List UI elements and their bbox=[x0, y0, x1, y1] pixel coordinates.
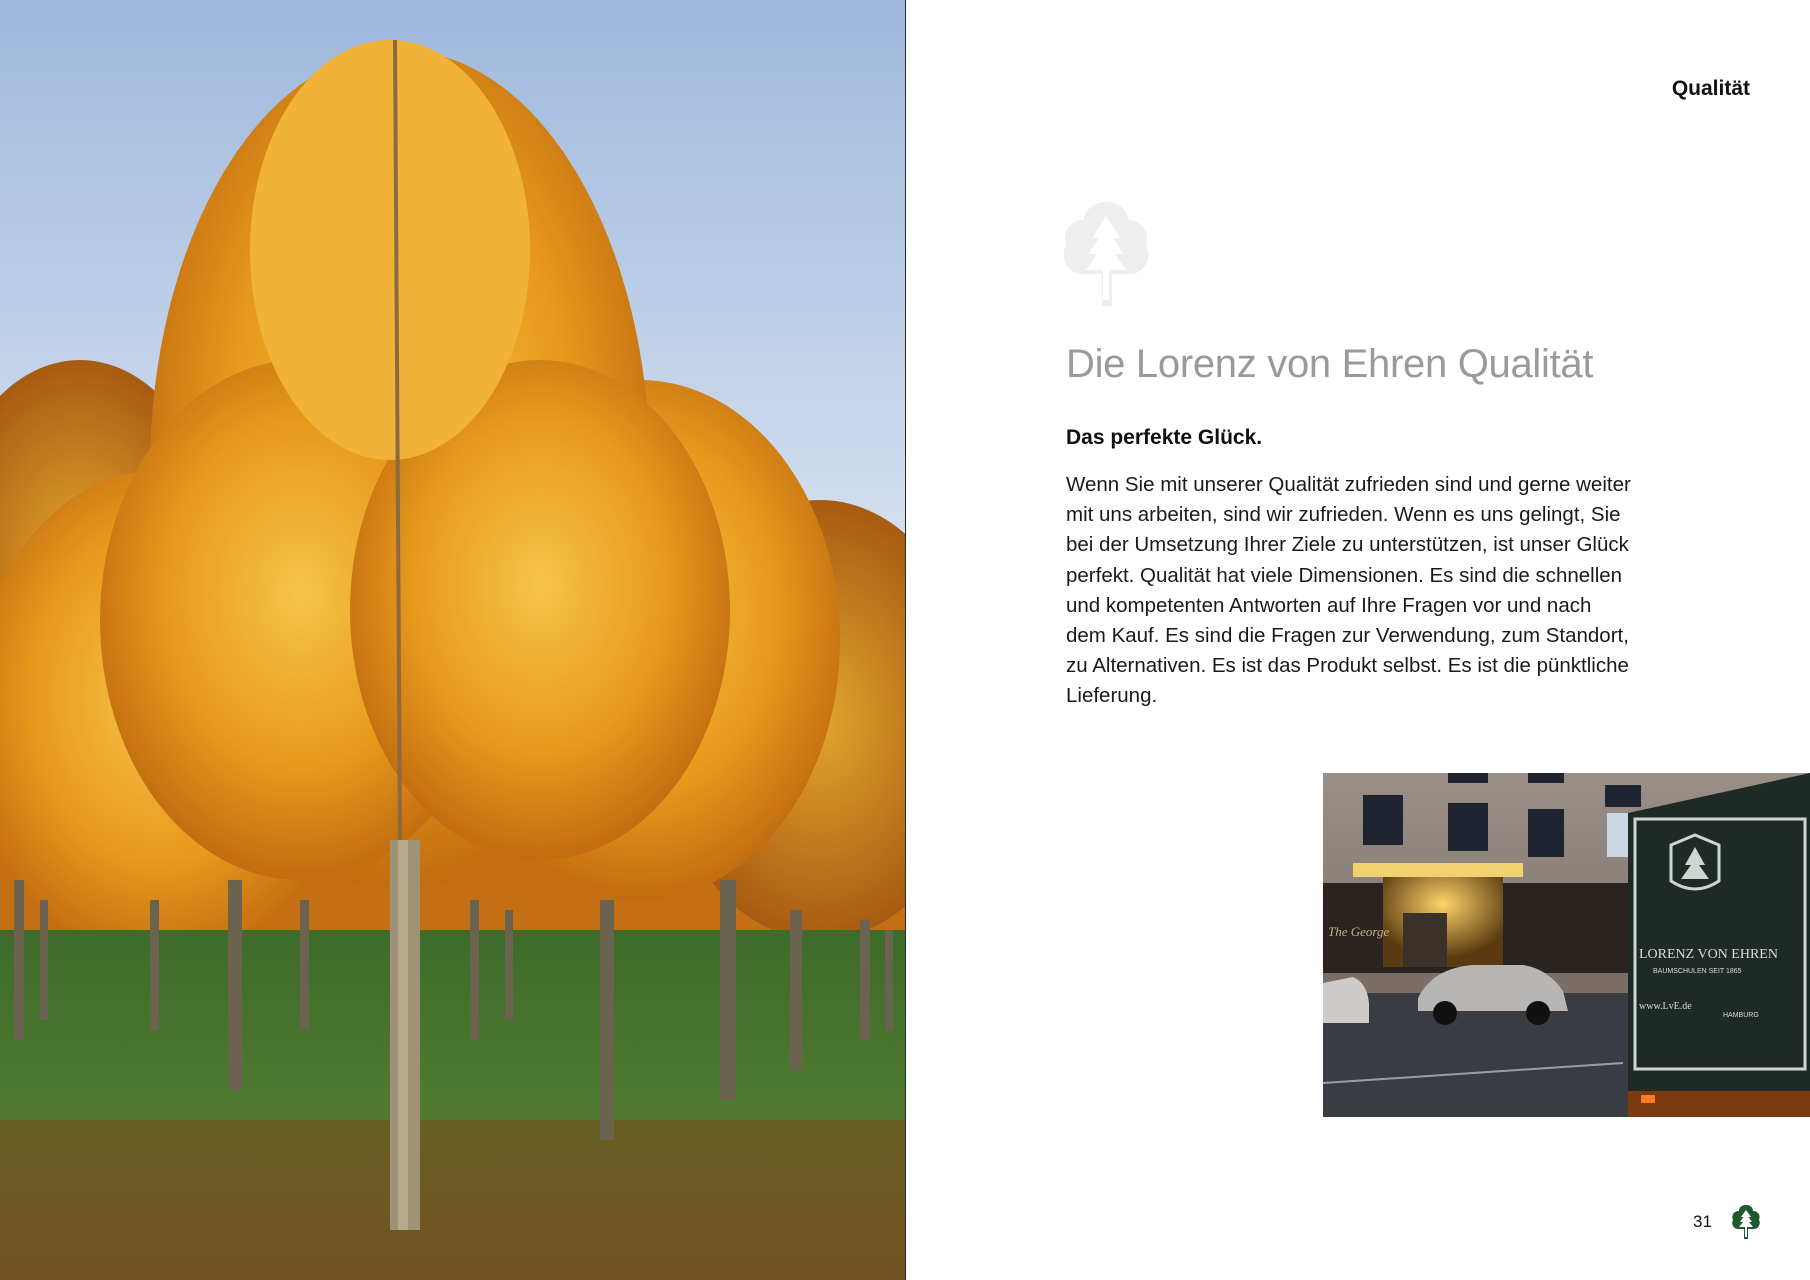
body-line: bei der Umsetzung Ihrer Ziele zu unterstützen, ist unser Glück bbox=[1066, 533, 1629, 557]
body-line: dem Kauf. Es sind die Fragen zur Verwendung, zum Standort, bbox=[1066, 624, 1629, 648]
body-line: zu Alternativen. Es ist das Produkt selbst. Es ist die pünktliche bbox=[1066, 654, 1629, 678]
delivery-truck-photo bbox=[1323, 773, 1810, 1117]
body-line: Lieferung. bbox=[1066, 684, 1158, 708]
article-headline: Die Lorenz von Ehren Qualität bbox=[1066, 342, 1594, 386]
truck-web: www.LvE.de bbox=[1639, 1001, 1692, 1012]
tree-logo-icon bbox=[1730, 1204, 1762, 1240]
body-line: perfekt. Qualität hat viele Dimensionen. Es sind die schnellen bbox=[1066, 563, 1623, 587]
hotel-sign: The George bbox=[1328, 924, 1390, 939]
body-line: mit uns arbeiten, sind wir zufrieden. Wenn es uns gelingt, Sie bbox=[1066, 503, 1621, 527]
page-number: 31 bbox=[1693, 1212, 1712, 1231]
tree-logo-icon bbox=[1058, 198, 1154, 310]
section-label: Qualität bbox=[1671, 77, 1750, 100]
truck-brand: LORENZ VON EHREN bbox=[1639, 947, 1778, 962]
body-line: Wenn Sie mit unserer Qualität zufrieden sind und gerne weiter bbox=[1066, 473, 1631, 496]
article-subheading: Das perfekte Glück. bbox=[1066, 426, 1263, 449]
article-body bbox=[1066, 470, 1666, 712]
page-gutter bbox=[905, 0, 906, 1280]
body-line: und kompetenten Antworten auf Ihre Fragen vor und nach bbox=[1066, 593, 1592, 617]
truck-subline: BAUMSCHULEN SEIT 1865 bbox=[1653, 968, 1742, 975]
truck-city: HAMBURG bbox=[1723, 1012, 1759, 1019]
